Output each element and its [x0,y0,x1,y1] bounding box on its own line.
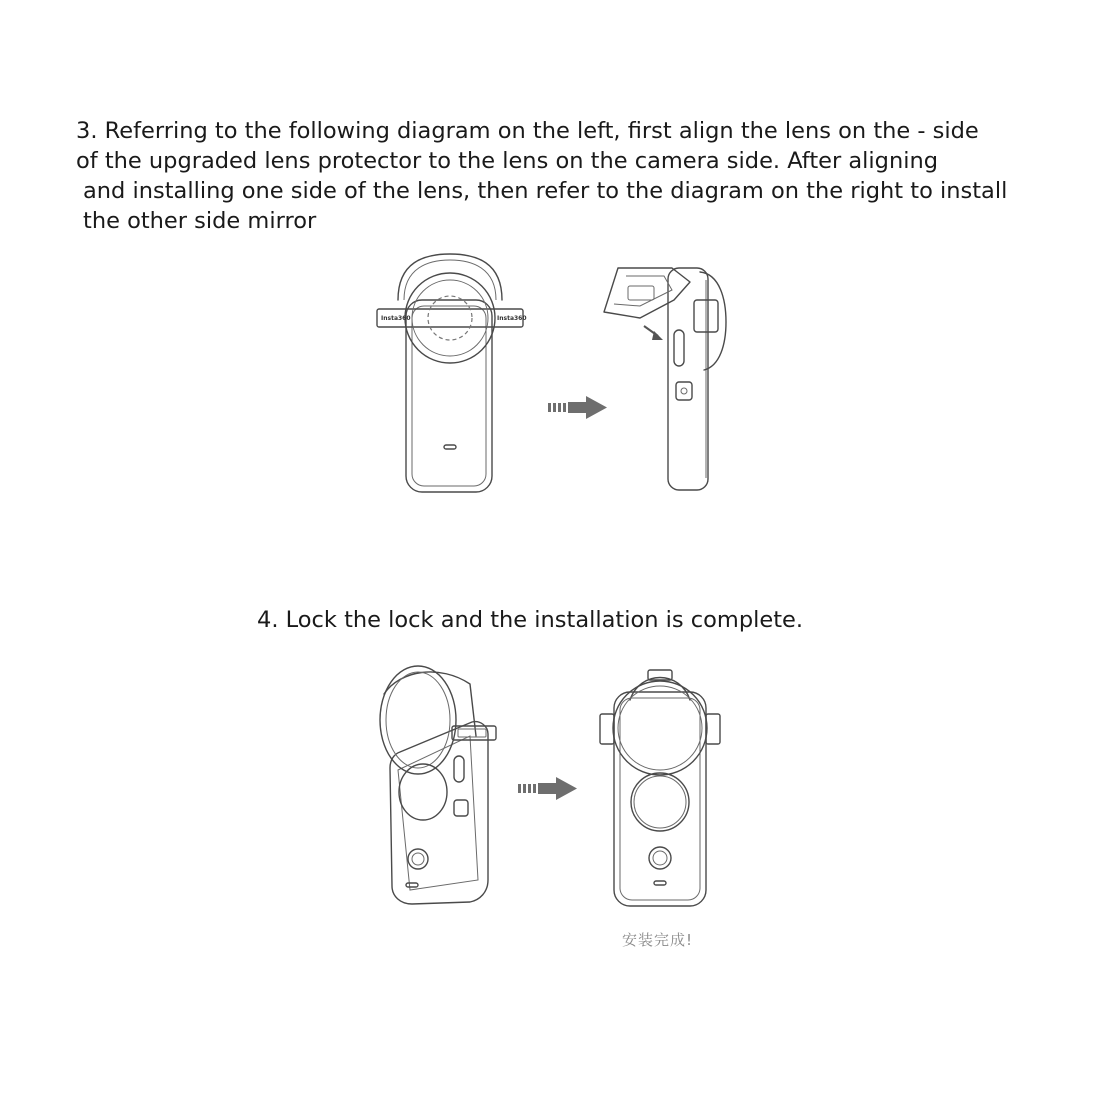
brand-label-left: Insta360 [381,315,411,322]
step-3-line-2: of the upgraded lens protector to the lens on the camera side. After aligning [76,148,939,174]
step-3-line-4: the other side mirror [83,208,317,234]
step-4-camera-locking-illustration [380,666,496,904]
step-4-instruction: 4. Lock the lock and the installation is complete. [257,607,804,633]
step-3-line-3: and installing one side of the lens, then refer to the diagram on the right to install [83,178,1008,204]
step-4-arrow-icon [518,777,577,800]
step-4-camera-installed-illustration [600,670,720,906]
step-3-line-1: 3. Referring to the following diagram on the left, first align the lens on the - side [76,118,979,144]
installation-complete-caption: 安装完成! [622,931,694,949]
step-3-arrow-icon [548,396,607,419]
step-3-camera-side-illustration [604,268,726,490]
brand-label-right: Insta360 [497,315,527,322]
step-3-camera-front-illustration [377,254,527,492]
